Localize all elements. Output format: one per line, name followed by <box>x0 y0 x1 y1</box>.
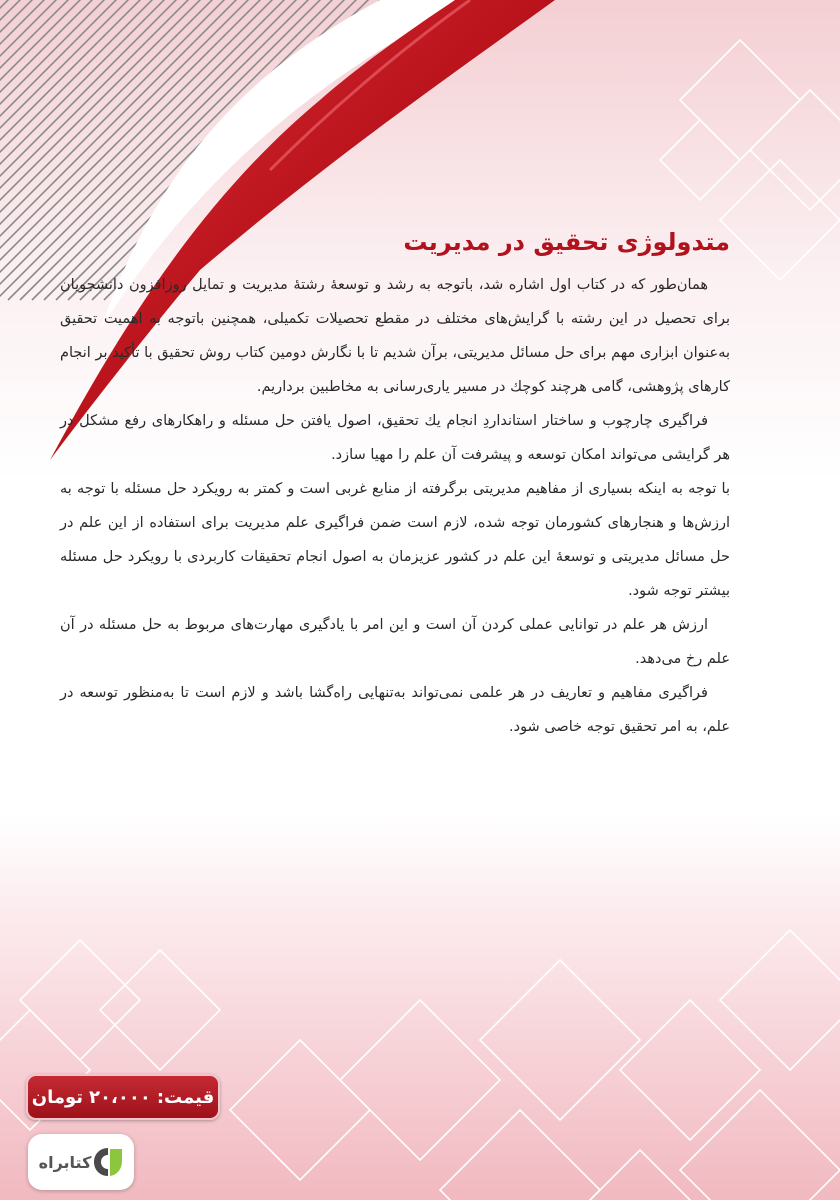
price-currency: تومان <box>31 1086 84 1108</box>
ketabrah-logo <box>28 1134 134 1190</box>
price-label: قیمت: <box>156 1086 215 1108</box>
paragraph-3: با توجه به اینکه بسیاری از مفاهیم مدیریتی برگرفته از منابع غربی است و کمتر به رویکرد حل مسئله با توجه به ارزش‌ها و هنجارهای کشورمان توجه شده، لازم است ضمن فراگیری علم مدیریت برای استفاده از این علم در حل مسائل مدیریتی و توسعهٔ این علم در کشور عزیزمان به اصول انجام تحقیقات کاربردی با رویکرد حل مسئله بیشتر توجه شود. <box>60 481 730 599</box>
paragraph-1: همان‌طور که در کتاب اول اشاره شد، باتوجه به رشد و توسعهٔ رشتهٔ مدیریت و تمایل روزافزون دانشجویان برای تحصیل در این رشته با گرایش‌های مختلف در مقطع تحصیلات تکمیلی، همچنین باتوجه به اهمیت تحقیق به‌عنوان ابزاری مهم برای حل مسائل مدیریتی، برآن شدیم تا با نگارش دومین کتاب روش تحقیق با تأکید بر انجام کارهای پژوهشی، گامی هرچند کوچك در مسیر یاری‌رسانی به مخاطبین برداریم. <box>60 277 730 395</box>
book-title: متدولوژی تحقیق در مدیریت <box>403 228 730 256</box>
ketabrah-logo-icon <box>91 1145 125 1179</box>
paragraph-5: فراگیری مفاهیم و تعاریف در هر علمی نمی‌تواند به‌تنهایی راه‌گشا باشد و لازم است تا به‌منظور توسعه در علم، به امر تحقیق توجه خاصی شود. <box>60 685 730 735</box>
price-badge <box>26 1074 220 1120</box>
logo-text: کتابراه <box>38 1152 92 1172</box>
paragraph-4: ارزش هر علم در توانایی عملی کردن آن است و این امر با یادگیری مهارت‌های مربوط به حل مسئله در آن علم رخ می‌دهد. <box>60 617 730 667</box>
price-amount: ۲۰،۰۰۰ <box>89 1086 151 1108</box>
paragraph-2: فراگیری چارچوب و ساختار استانداردِ انجام یك تحقیق، اصول یافتن حل مسئله و راهکارهای رفع مشکل در هر گرایشی می‌تواند امکان توسعه و پیشرفت آن علم را مهیا سازد. <box>60 413 730 463</box>
blurb <box>60 228 730 744</box>
